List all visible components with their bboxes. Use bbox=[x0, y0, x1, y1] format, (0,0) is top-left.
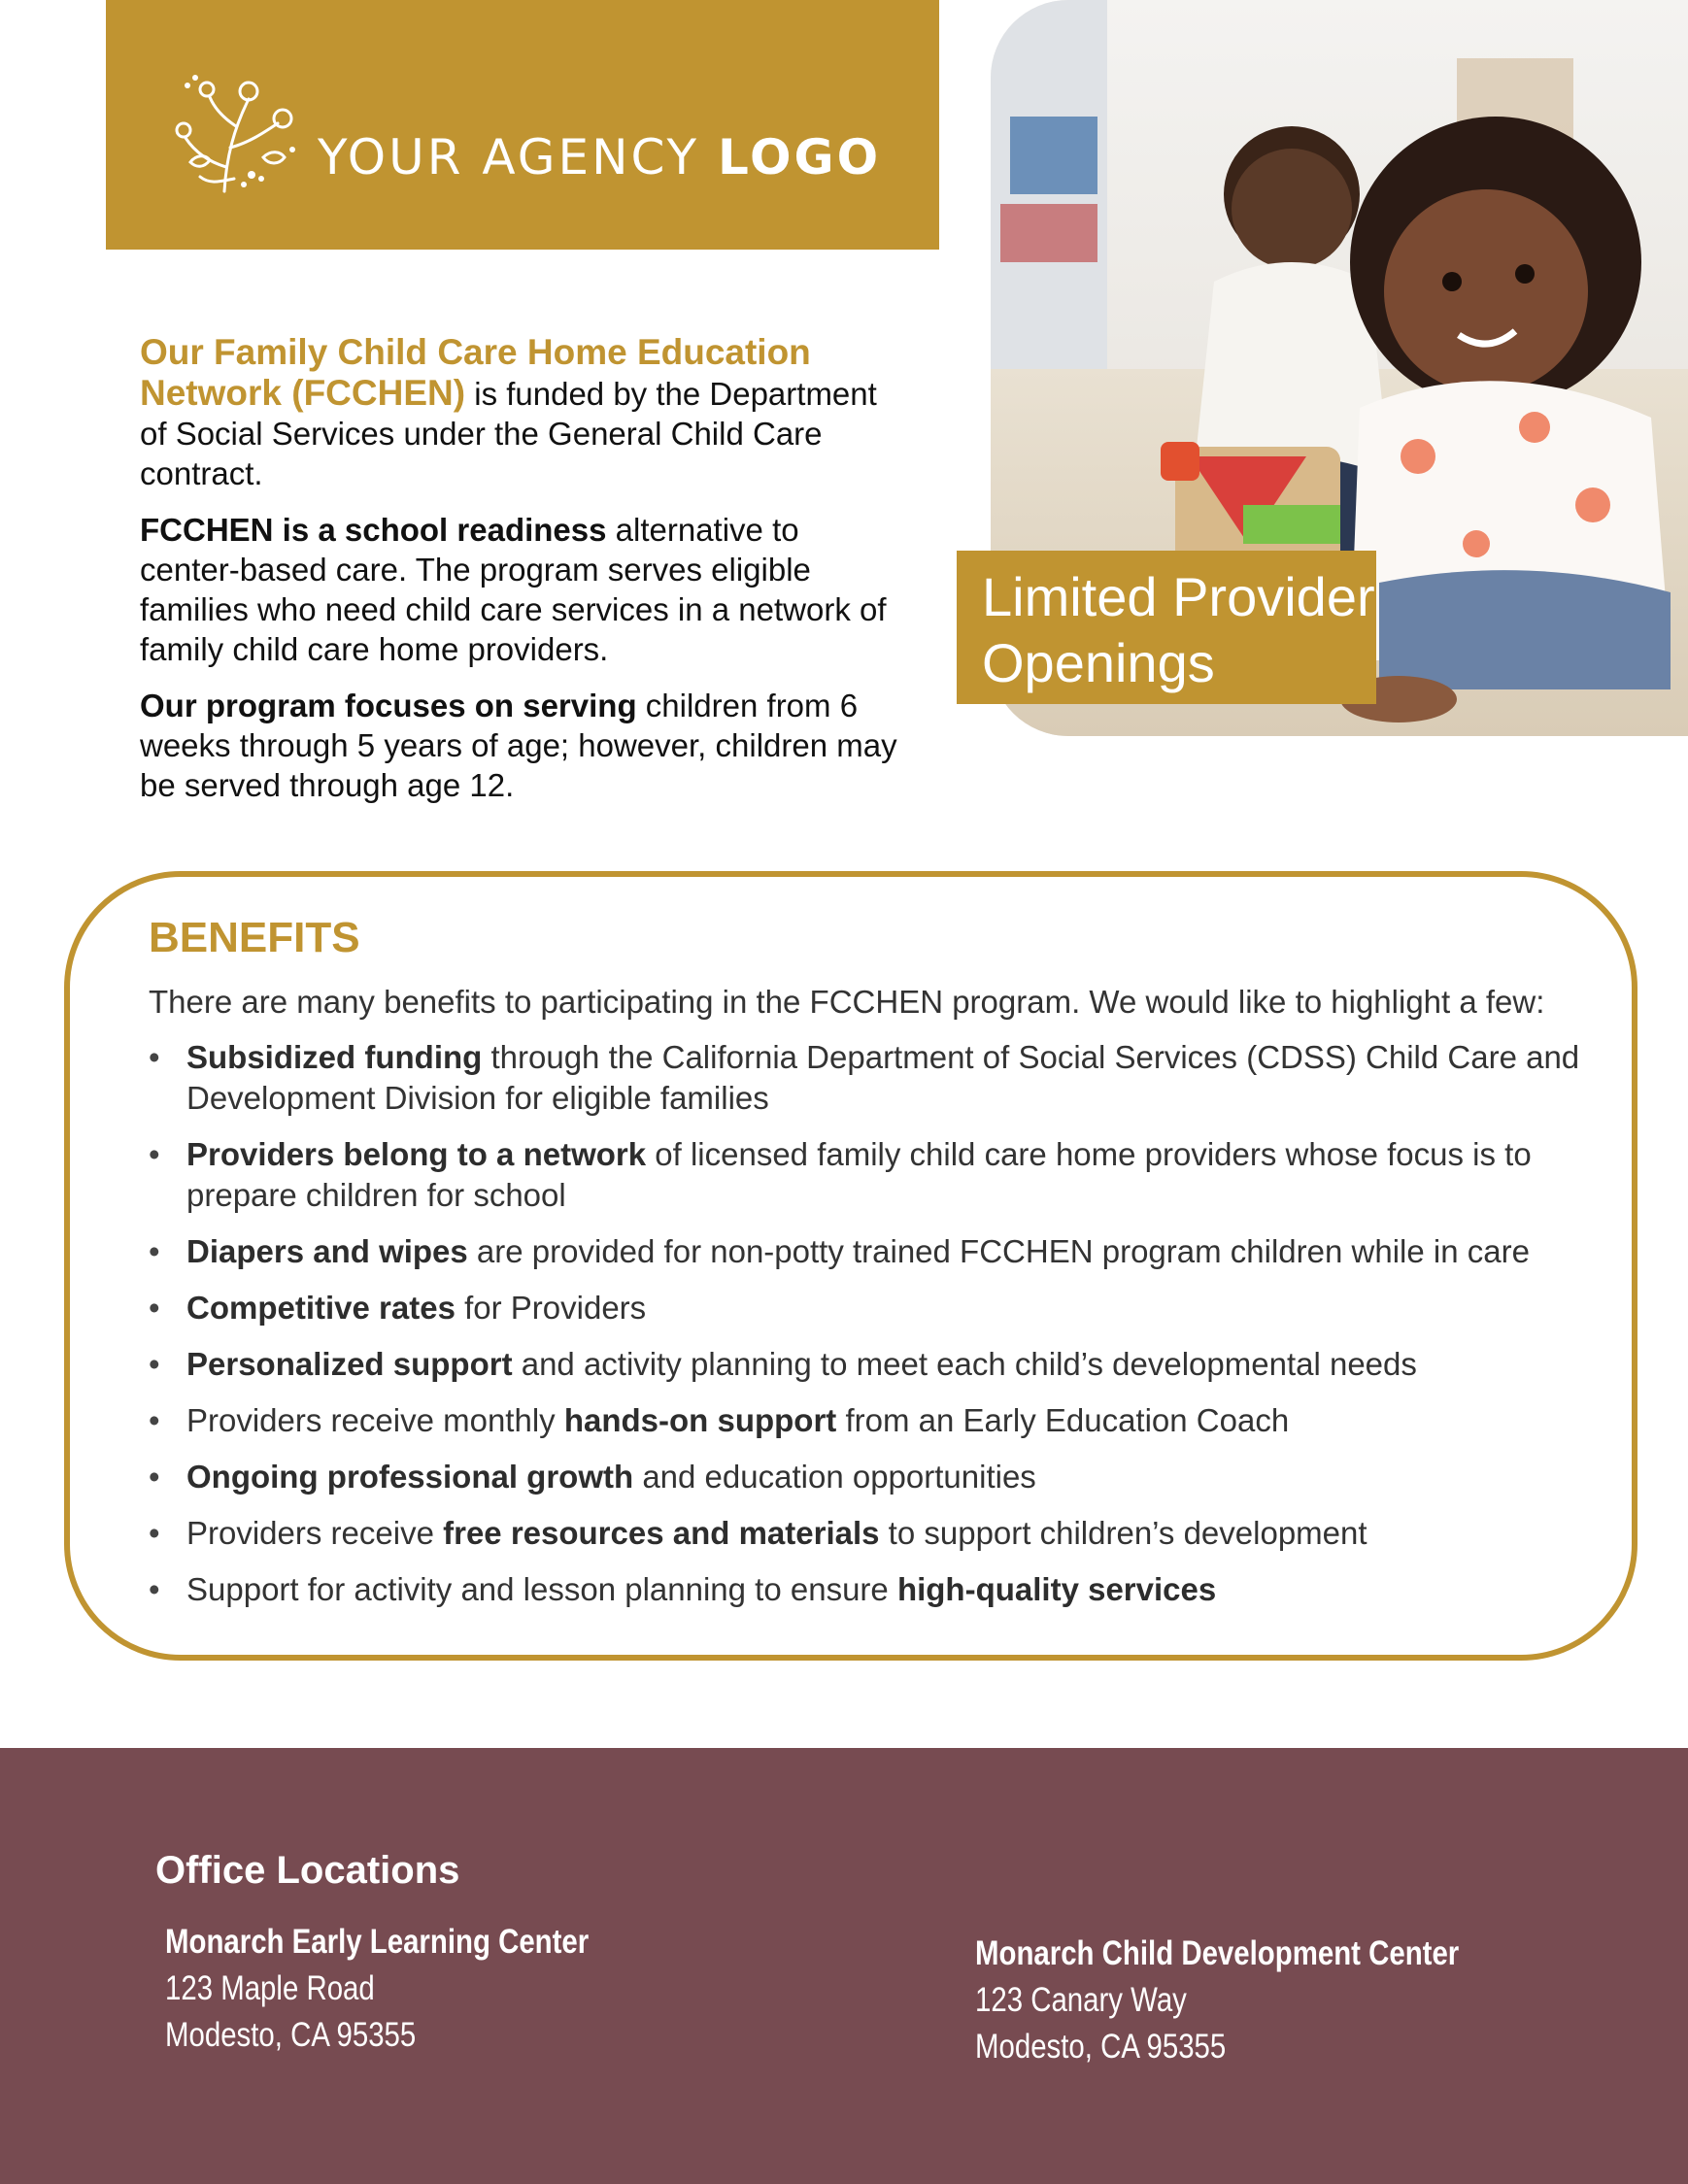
office-city: Modesto, CA 95355 bbox=[975, 2028, 1227, 2066]
office-city: Modesto, CA 95355 bbox=[165, 2016, 417, 2054]
banner-line-1: Limited Provider bbox=[982, 566, 1375, 627]
logo-word-agency: AGENCY bbox=[482, 129, 700, 185]
intro-p2-bold: FCCHEN is a school readiness bbox=[140, 512, 607, 548]
office-location-2 bbox=[975, 1931, 1551, 2070]
benefit-list bbox=[149, 1037, 1605, 1626]
office-location-1 bbox=[165, 1919, 669, 2059]
banner-line-2: Openings bbox=[982, 632, 1215, 693]
benefit-item: • Providers receive monthly hands-on support from an Early Education Coach bbox=[149, 1400, 1605, 1441]
benefit-item: • Personalized support and activity planning to meet each child’s developmental needs bbox=[149, 1344, 1605, 1385]
logo-word-your: YOUR bbox=[318, 129, 464, 185]
benefits-intro: There are many benefits to participating in the FCCHEN program. We would like to highlight a few: bbox=[149, 984, 1545, 1020]
agency-logo-box bbox=[106, 0, 939, 250]
benefit-item: • Providers receive free resources and materials to support children’s development bbox=[149, 1513, 1605, 1554]
intro-paragraph-2 bbox=[140, 510, 897, 669]
benefit-item: • Subsidized funding through the California Department of Social Services (CDSS) Child Care and Development Division for eligible families bbox=[149, 1037, 1605, 1119]
flower-sprig-icon bbox=[166, 70, 312, 196]
benefits-title: BENEFITS bbox=[149, 914, 360, 961]
office-street: 123 Canary Way bbox=[975, 1981, 1187, 2019]
office-name: Monarch Early Learning Center bbox=[165, 1923, 590, 1961]
intro-p2-text: alternative to center-based care. The program serves eligible families who need child care services in a network of family child care home providers. bbox=[140, 512, 887, 667]
office-name: Monarch Child Development Center bbox=[975, 1934, 1460, 1972]
benefit-item: • Ongoing professional growth and education opportunities bbox=[149, 1457, 1605, 1497]
office-locations-footer bbox=[0, 1748, 1688, 2184]
intro-p3-text: children from 6 weeks through 5 years of age; however, children may be served through age 12. bbox=[140, 688, 897, 803]
intro-p1-text: is funded by the Department of Social Services under the General Child Care contract. bbox=[140, 376, 877, 491]
program-headline: Our Family Child Care Home Education Network (FCCHEN) bbox=[140, 332, 811, 413]
footer-title: Office Locations bbox=[155, 1849, 460, 1892]
benefit-item: • Providers belong to a network of licensed family child care home providers whose focus is to prepare children for school bbox=[149, 1134, 1605, 1216]
agency-logo-text bbox=[318, 129, 881, 185]
intro-paragraph-1 bbox=[140, 332, 897, 493]
limited-openings-banner bbox=[957, 551, 1376, 704]
benefits-box bbox=[64, 871, 1637, 1661]
intro-paragraph-3 bbox=[140, 686, 897, 805]
intro-section bbox=[140, 332, 897, 822]
intro-p3-bold: Our program focuses on serving bbox=[140, 688, 637, 723]
benefit-item: • Support for activity and lesson planning to ensure high-quality services bbox=[149, 1569, 1605, 1610]
logo-word-logo: LOGO bbox=[717, 129, 882, 185]
benefit-item: • Diapers and wipes are provided for non-potty trained FCCHEN program children while in care bbox=[149, 1231, 1605, 1272]
office-street: 123 Maple Road bbox=[165, 1969, 375, 2007]
benefit-item: • Competitive rates for Providers bbox=[149, 1288, 1605, 1328]
